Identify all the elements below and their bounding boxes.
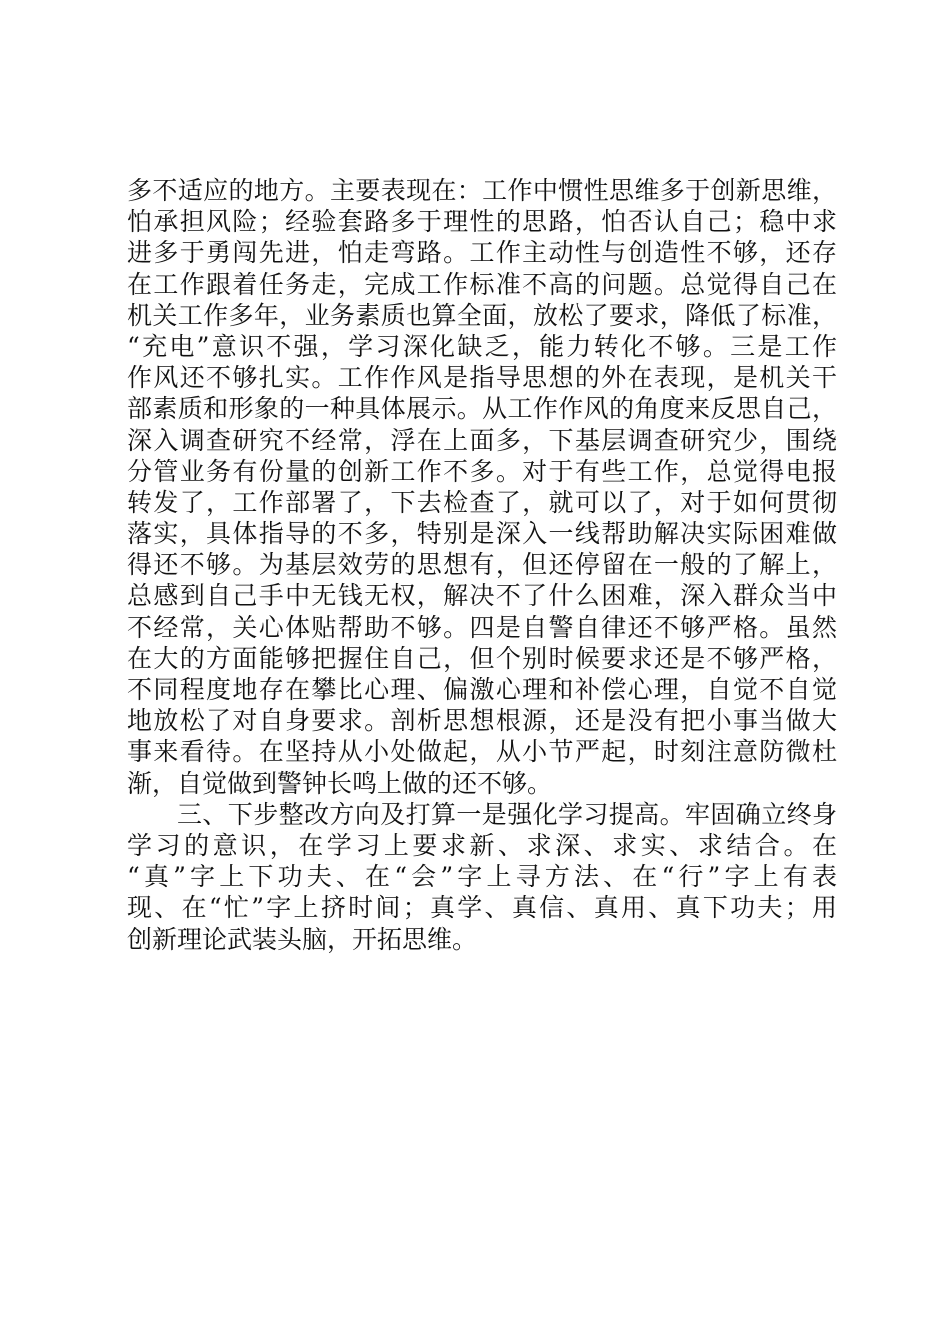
paragraph-line: 落实，具体指导的不多，特别是深入一线帮助解决实际困难做 <box>127 519 837 549</box>
paragraph-line: 在工作跟着任务走，完成工作标准不高的问题。总觉得自己在 <box>127 269 837 299</box>
paragraph-line: 分管业务有份量的创新工作不多。对于有些工作，总觉得电报 <box>127 456 837 486</box>
paragraph-line: 三、下步整改方向及打算一是强化学习提高。牢固确立终身 <box>177 799 837 829</box>
paragraph-line: 不经常，关心体贴帮助不够。四是自警自律还不够严格。虽然 <box>127 612 837 642</box>
paragraph-line: “充电”意识不强，学习深化缺乏，能力转化不够。三是工作 <box>127 331 837 361</box>
paragraph-line: 机关工作多年，业务素质也算全面，放松了要求，降低了标准， <box>127 300 837 330</box>
paragraph-line: 深入调查研究不经常，浮在上面多，下基层调查研究少，围绕 <box>127 425 837 455</box>
paragraph-line: 作风还不够扎实。工作作风是指导思想的外在表现，是机关干 <box>127 363 837 393</box>
paragraph-line: 学习的意识，在学习上要求新、求深、求实、求结合。在 <box>127 830 837 860</box>
paragraph-1 <box>127 175 837 799</box>
paragraph-line: 进多于勇闯先进，怕走弯路。工作主动性与创造性不够，还存 <box>127 238 837 268</box>
paragraph-line: 创新理论武装头脑，开拓思维。 <box>127 924 478 954</box>
paragraph-line: 在大的方面能够把握住自己，但个别时候要求还是不够严格， <box>127 643 837 673</box>
paragraph-line: 多不适应的地方。主要表现在：工作中惯性思维多于创新思维， <box>127 176 837 205</box>
body-text <box>127 175 837 955</box>
paragraph-line: 渐，自觉做到警钟长鸣上做的还不够。 <box>127 768 553 798</box>
paragraph-2 <box>127 799 837 955</box>
paragraph-line: “真”字上下功夫、在“会”字上寻方法、在“行”字上有表 <box>127 862 837 892</box>
paragraph-line: 得还不够。为基层效劳的思想有，但还停留在一般的了解上， <box>127 550 837 580</box>
paragraph-line: 总感到自己手中无钱无权，解决不了什么困难，深入群众当中 <box>127 581 837 611</box>
paragraph-line: 事来看待。在坚持从小处做起，从小节严起，时刻注意防微杜 <box>127 737 837 767</box>
paragraph-line: 不同程度地存在攀比心理、偏激心理和补偿心理，自觉不自觉 <box>127 675 837 704</box>
paragraph-line: 地放松了对自身要求。剖析思想根源，还是没有把小事当做大 <box>127 706 837 736</box>
paragraph-line: 部素质和形象的一种具体展示。从工作作风的角度来反思自己， <box>127 394 837 424</box>
paragraph-line: 转发了，工作部署了，下去检查了，就可以了，对于如何贯彻 <box>127 487 837 517</box>
paragraph-line: 现、在“忙”字上挤时间；真学、真信、真用、真下功夫；用 <box>127 893 837 923</box>
paragraph-line: 怕承担风险；经验套路多于理性的思路，怕否认自己；稳中求 <box>127 207 837 237</box>
